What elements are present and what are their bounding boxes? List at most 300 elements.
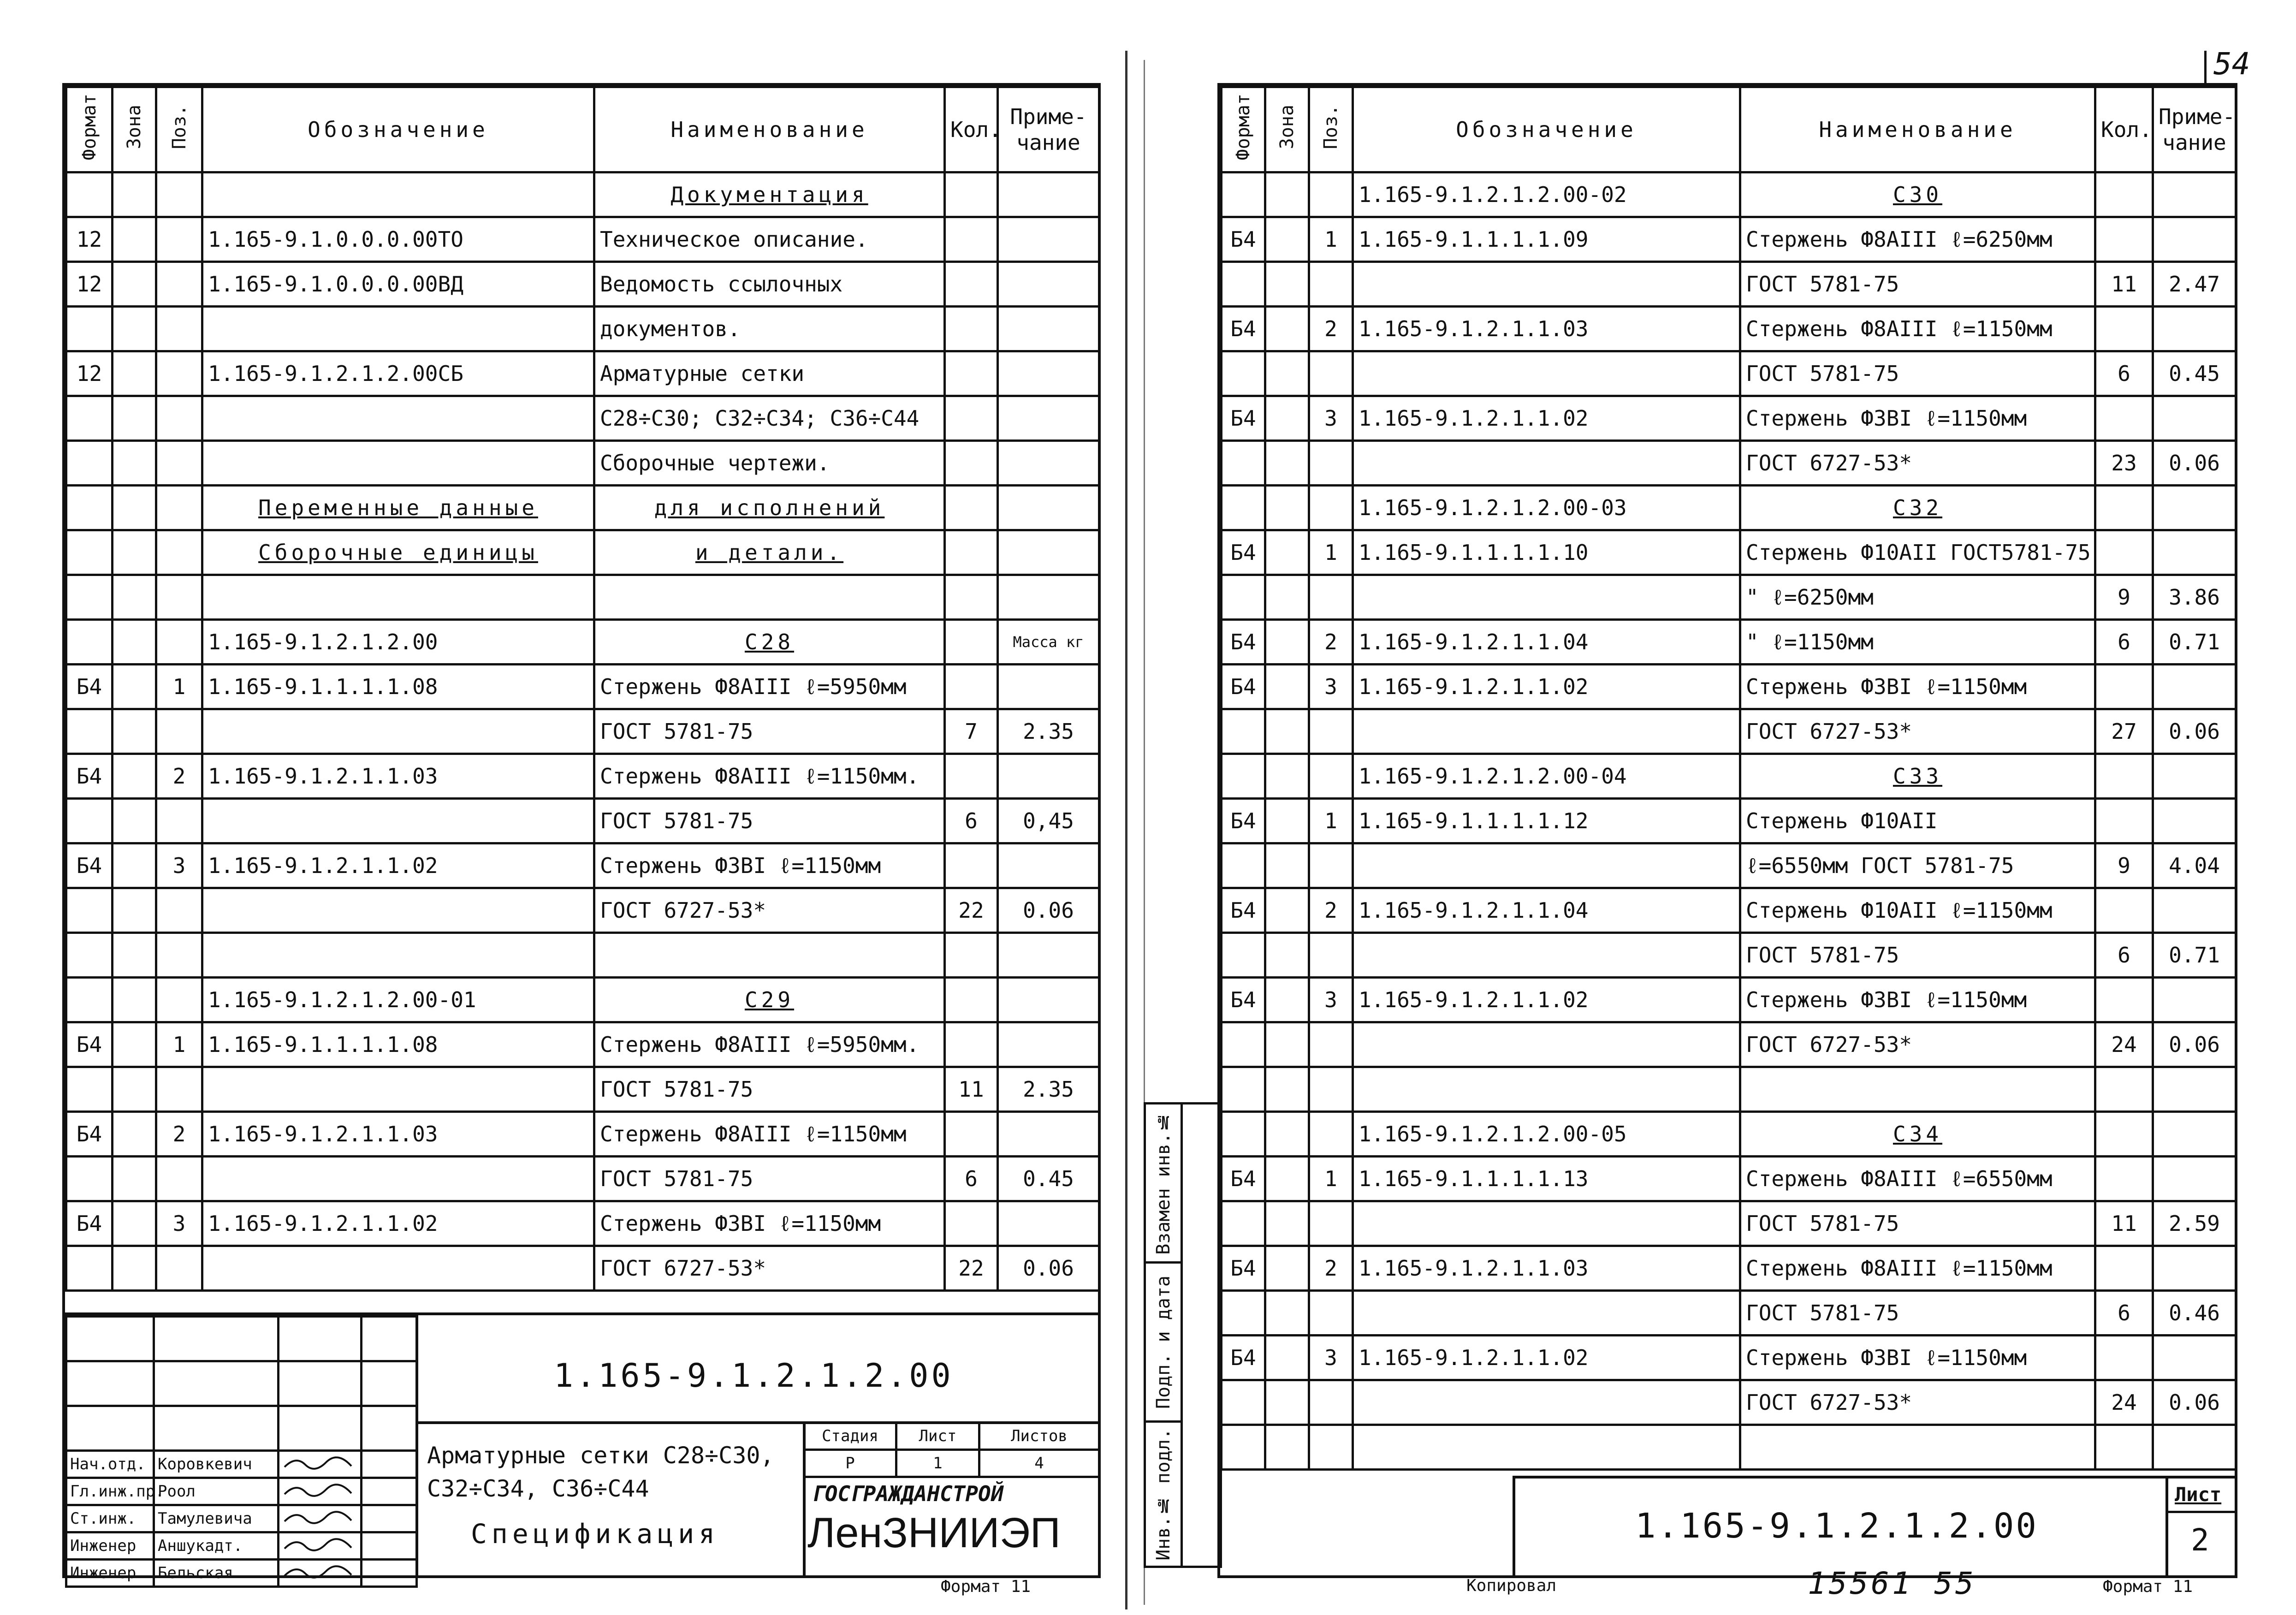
pos-cell: 1 <box>1309 1157 1353 1201</box>
table-row <box>1222 351 2236 396</box>
table-row <box>1222 754 2236 799</box>
pos-cell <box>1309 1201 1353 1246</box>
qty-cell <box>945 217 998 262</box>
designation-cell: 1.165-9.1.0.0.0.00ТО <box>202 217 594 262</box>
table-row <box>66 530 1099 575</box>
format-cell: Б4 <box>1222 888 1265 933</box>
format-cell: Б4 <box>66 754 113 799</box>
zone-cell <box>1265 396 1309 441</box>
signature-scribble <box>282 1562 356 1580</box>
format-cell <box>1222 486 1265 530</box>
name-cell: ГОСТ 6727-53* <box>594 1246 945 1291</box>
table-row <box>1222 396 2236 441</box>
pos-cell <box>156 620 202 665</box>
format-cell <box>1222 1425 1265 1470</box>
zone-cell <box>1265 888 1309 933</box>
qty-cell <box>945 978 998 1022</box>
format-cell <box>66 933 113 978</box>
note-cell <box>998 172 1099 217</box>
pos-cell: 2 <box>156 1112 202 1157</box>
note-cell: 0.06 <box>2153 441 2236 486</box>
header-format: Формат <box>1222 87 1265 172</box>
designation-cell <box>1353 1291 1740 1336</box>
table-row <box>66 351 1099 396</box>
zone-cell <box>113 1246 156 1291</box>
zone-cell <box>1265 1112 1309 1157</box>
date-cell <box>362 1451 417 1478</box>
note-cell: 0.06 <box>998 1246 1099 1291</box>
format-cell <box>1222 1067 1265 1112</box>
signer-row <box>66 1478 417 1505</box>
signature-scribble <box>282 1480 356 1499</box>
table-row <box>66 396 1099 441</box>
left-format-label: Формат 11 <box>941 1577 1031 1596</box>
designation-cell: 1.165-9.1.2.1.1.02 <box>202 1201 594 1246</box>
designation-cell <box>202 1246 594 1291</box>
revision-cell <box>154 1406 279 1451</box>
format-cell: Б4 <box>66 1022 113 1067</box>
zone-cell <box>1265 217 1309 262</box>
zone-cell <box>1265 1425 1309 1470</box>
format-cell: Б4 <box>1222 396 1265 441</box>
format-cell: Б4 <box>1222 217 1265 262</box>
right-title-block <box>1513 1476 2235 1575</box>
format-cell <box>66 1067 113 1112</box>
zone-cell <box>113 486 156 530</box>
pos-cell: 2 <box>1309 307 1353 351</box>
signature-cell <box>279 1532 362 1560</box>
pos-cell <box>156 441 202 486</box>
name-cell: ГОСТ 5781-75 <box>594 1067 945 1112</box>
note-cell: 0.06 <box>998 888 1099 933</box>
signature-scribble <box>282 1453 356 1472</box>
format-cell <box>1222 1022 1265 1067</box>
note-cell <box>2153 172 2236 217</box>
format-cell: Б4 <box>66 843 113 888</box>
table-row <box>1222 217 2236 262</box>
qty-cell: 6 <box>945 1157 998 1201</box>
revision-cell <box>154 1361 279 1406</box>
format-cell <box>66 486 113 530</box>
sheet-label: Лист <box>896 1423 979 1450</box>
designation-cell <box>1353 1201 1740 1246</box>
note-cell: 2.47 <box>2153 262 2236 307</box>
pos-cell: 2 <box>156 754 202 799</box>
table-row <box>1222 1336 2236 1380</box>
zone-cell <box>1265 709 1309 754</box>
table-row <box>1222 530 2236 575</box>
format-cell: Б4 <box>66 665 113 709</box>
table-row <box>1222 665 2236 709</box>
name-cell: ГОСТ 5781-75 <box>1740 262 2095 307</box>
qty-cell: 6 <box>2095 933 2153 978</box>
name-cell: Стержень Ф3ВI ℓ=1150мм <box>594 1201 945 1246</box>
copied-label: Копировал <box>1466 1576 1557 1595</box>
zone-cell <box>1265 1246 1309 1291</box>
table-row <box>1222 441 2236 486</box>
table-row <box>66 217 1099 262</box>
name-cell: Стержень Ф3ВI ℓ=1150мм <box>1740 978 2095 1022</box>
format-cell <box>1222 172 1265 217</box>
name-cell: ГОСТ 5781-75 <box>594 799 945 843</box>
signer-name: Коровкевич <box>154 1451 279 1478</box>
note-cell <box>2153 1425 2236 1470</box>
pos-cell <box>1309 843 1353 888</box>
designation-cell: 1.165-9.1.1.1.1.08 <box>202 1022 594 1067</box>
format-cell <box>66 620 113 665</box>
format-cell <box>1222 1112 1265 1157</box>
table-row <box>1222 1112 2236 1157</box>
note-cell: 0.71 <box>2153 620 2236 665</box>
pos-cell: 3 <box>156 1201 202 1246</box>
signer-role: Нач.отд. <box>66 1451 154 1478</box>
designation-cell <box>202 575 594 620</box>
zone-cell <box>1265 575 1309 620</box>
format-cell <box>66 799 113 843</box>
name-cell <box>594 575 945 620</box>
qty-cell <box>945 396 998 441</box>
header-pos: Поз. <box>156 87 202 172</box>
format-cell <box>1222 575 1265 620</box>
table-row <box>66 665 1099 709</box>
table-row <box>66 1157 1099 1201</box>
pos-cell <box>1309 172 1353 217</box>
signer-role: Ст.инж. <box>66 1505 154 1532</box>
qty-cell <box>2095 307 2153 351</box>
designation-cell <box>202 307 594 351</box>
left-sheet <box>62 83 1101 1582</box>
pos-cell: 1 <box>156 1022 202 1067</box>
table-row <box>66 172 1099 217</box>
pos-cell <box>156 575 202 620</box>
qty-cell: 22 <box>945 888 998 933</box>
header-zone: Зона <box>113 87 156 172</box>
qty-cell: 11 <box>945 1067 998 1112</box>
qty-cell: 24 <box>2095 1380 2153 1425</box>
document-title: Арматурные сетки С28÷С30, С32÷С34, С36÷С44 <box>427 1442 774 1502</box>
qty-cell: 23 <box>2095 441 2153 486</box>
sheets-value: 4 <box>979 1450 1099 1477</box>
format-cell: Б4 <box>1222 799 1265 843</box>
name-cell: ГОСТ 5781-75 <box>1740 1291 2095 1336</box>
format-cell: Б4 <box>1222 1336 1265 1380</box>
qty-cell: 11 <box>2095 262 2153 307</box>
signer-name: Бельская <box>154 1560 279 1587</box>
format-cell <box>66 530 113 575</box>
format-cell <box>66 396 113 441</box>
note-cell <box>998 754 1099 799</box>
format-cell <box>66 888 113 933</box>
designation-cell: 1.165-9.1.2.1.1.02 <box>1353 978 1740 1022</box>
zone-cell <box>1265 620 1309 665</box>
qty-cell <box>945 620 998 665</box>
pos-cell <box>156 1246 202 1291</box>
designation-cell <box>1353 575 1740 620</box>
zone-cell <box>1265 1336 1309 1380</box>
table-row <box>66 307 1099 351</box>
name-cell: ГОСТ 5781-75 <box>594 709 945 754</box>
zone-cell <box>1265 933 1309 978</box>
qty-cell: 9 <box>2095 575 2153 620</box>
designation-cell <box>1353 843 1740 888</box>
signer-name: Тамулевича <box>154 1505 279 1532</box>
name-cell: ГОСТ 5781-75 <box>594 1157 945 1201</box>
zone-cell <box>113 1201 156 1246</box>
format-cell <box>1222 709 1265 754</box>
designation-cell: 1.165-9.1.2.1.2.00-02 <box>1353 172 1740 217</box>
side-label-inventory: Инв.№ подл. <box>1146 1423 1183 1566</box>
table-row <box>1222 486 2236 530</box>
designation-cell <box>1353 351 1740 396</box>
qty-cell <box>945 441 998 486</box>
zone-cell <box>113 665 156 709</box>
name-cell: Стержень Ф3ВI ℓ=1150мм <box>594 843 945 888</box>
pos-cell <box>156 1067 202 1112</box>
note-cell <box>2153 799 2236 843</box>
qty-cell: 27 <box>2095 709 2153 754</box>
format-cell: 12 <box>66 351 113 396</box>
zone-cell <box>113 262 156 307</box>
note-cell: 0.45 <box>2153 351 2236 396</box>
name-cell: ГОСТ 6727-53* <box>594 888 945 933</box>
note-cell: 0.06 <box>2153 709 2236 754</box>
designation-cell <box>202 172 594 217</box>
right-format-label: Формат 11 <box>2103 1577 2193 1596</box>
qty-cell: 9 <box>2095 843 2153 888</box>
qty-cell <box>945 575 998 620</box>
pos-cell: 3 <box>156 843 202 888</box>
designation-cell <box>1353 933 1740 978</box>
signer-name: Роол <box>154 1478 279 1505</box>
zone-cell <box>113 620 156 665</box>
table-header-row <box>66 87 1099 172</box>
qty-cell <box>2095 978 2153 1022</box>
format-cell <box>66 172 113 217</box>
note-cell <box>2153 1246 2236 1291</box>
pos-cell <box>156 530 202 575</box>
name-cell: ГОСТ 5781-75 <box>1740 933 2095 978</box>
header-qty: Кол. <box>945 87 998 172</box>
name-cell: и детали. <box>594 530 945 575</box>
qty-cell <box>945 665 998 709</box>
name-cell: документов. <box>594 307 945 351</box>
signature-cell <box>279 1451 362 1478</box>
stage-value: Р <box>804 1450 896 1477</box>
note-cell <box>998 575 1099 620</box>
note-cell: 0.71 <box>2153 933 2236 978</box>
note-cell <box>2153 1157 2236 1201</box>
zone-cell <box>113 933 156 978</box>
table-row <box>1222 172 2236 217</box>
note-cell <box>998 978 1099 1022</box>
name-cell: С34 <box>1740 1112 2095 1157</box>
designation-cell <box>1353 1380 1740 1425</box>
note-cell: Масса кг <box>998 620 1099 665</box>
qty-cell <box>945 351 998 396</box>
qty-cell: 6 <box>2095 620 2153 665</box>
pos-cell: 2 <box>1309 620 1353 665</box>
table-row <box>66 799 1099 843</box>
table-row <box>1222 1246 2236 1291</box>
format-cell <box>1222 262 1265 307</box>
pos-cell <box>156 709 202 754</box>
format-cell <box>1222 933 1265 978</box>
name-cell: С28÷С30; С32÷С34; С36÷С44 <box>594 396 945 441</box>
zone-cell <box>1265 1380 1309 1425</box>
table-row <box>66 1201 1099 1246</box>
document-subtitle: Спецификация <box>471 1518 720 1550</box>
pos-cell: 3 <box>1309 978 1353 1022</box>
left-spec-table <box>65 86 1100 1292</box>
format-cell: Б4 <box>1222 1246 1265 1291</box>
designation-cell: 1.165-9.1.2.1.1.02 <box>202 843 594 888</box>
qty-cell <box>945 843 998 888</box>
revision-cell <box>279 1361 362 1406</box>
zone-cell <box>113 799 156 843</box>
header-designation: Обозначение <box>202 87 594 172</box>
pos-cell <box>1309 1425 1353 1470</box>
name-cell: Стержень Ф8АIII ℓ=1150мм <box>1740 1246 2095 1291</box>
pos-cell <box>156 799 202 843</box>
format-cell: 12 <box>66 262 113 307</box>
designation-cell: 1.165-9.1.2.1.1.02 <box>1353 396 1740 441</box>
qty-cell <box>945 307 998 351</box>
format-cell: Б4 <box>1222 978 1265 1022</box>
name-cell: Стержень Ф8АIII ℓ=1150мм <box>594 1112 945 1157</box>
right-sheet <box>1217 83 2237 1578</box>
qty-cell <box>945 262 998 307</box>
revision-row <box>66 1361 417 1406</box>
name-cell: С32 <box>1740 486 2095 530</box>
pos-cell <box>156 486 202 530</box>
date-cell <box>362 1505 417 1532</box>
zone-cell <box>113 217 156 262</box>
side-label-signature: Подп. и дата <box>1146 1264 1183 1423</box>
signer-role: Инженер <box>66 1532 154 1560</box>
qty-cell <box>2095 799 2153 843</box>
designation-cell <box>202 441 594 486</box>
zone-cell <box>113 888 156 933</box>
zone-cell <box>113 1112 156 1157</box>
zone-cell <box>113 1067 156 1112</box>
name-cell: ГОСТ 6727-53* <box>1740 441 2095 486</box>
table-row <box>1222 1157 2236 1201</box>
zone-cell <box>113 307 156 351</box>
table-row <box>1222 307 2236 351</box>
organization-name: ГОСГРАЖДАНСТРОЙ <box>812 1481 1004 1506</box>
table-row <box>66 978 1099 1022</box>
note-cell: 2.35 <box>998 1067 1099 1112</box>
signature-cell <box>279 1505 362 1532</box>
name-cell: Документация <box>594 172 945 217</box>
zone-cell <box>113 396 156 441</box>
table-row <box>1222 799 2236 843</box>
pos-cell <box>156 396 202 441</box>
header-name: Наименование <box>1740 87 2095 172</box>
pos-cell <box>1309 709 1353 754</box>
note-cell <box>2153 530 2236 575</box>
qty-cell <box>945 172 998 217</box>
qty-cell: 7 <box>945 709 998 754</box>
note-cell <box>998 1112 1099 1157</box>
zone-cell <box>1265 1291 1309 1336</box>
name-cell: Стержень Ф10АII ℓ=1150мм <box>1740 888 2095 933</box>
revision-cell <box>66 1406 154 1451</box>
revision-row <box>66 1406 417 1451</box>
name-cell: С29 <box>594 978 945 1022</box>
right-sheet-label: Лист <box>2175 1483 2222 1506</box>
qty-cell: 11 <box>2095 1201 2153 1246</box>
designation-cell <box>1353 1425 1740 1470</box>
format-cell <box>66 575 113 620</box>
designation-cell: 1.165-9.1.1.1.1.09 <box>1353 217 1740 262</box>
header-name: Наименование <box>594 87 945 172</box>
qty-cell <box>945 933 998 978</box>
table-row <box>1222 620 2236 665</box>
pos-cell <box>1309 1022 1353 1067</box>
title-block <box>65 1312 1098 1582</box>
format-cell: Б4 <box>1222 1157 1265 1201</box>
table-row <box>66 933 1099 978</box>
format-cell <box>66 441 113 486</box>
pos-cell <box>1309 1112 1353 1157</box>
zone-cell <box>1265 754 1309 799</box>
table-row <box>1222 978 2236 1022</box>
note-cell <box>2153 754 2236 799</box>
designation-cell: 1.165-9.1.1.1.1.13 <box>1353 1157 1740 1201</box>
zone-cell <box>1265 1201 1309 1246</box>
table-row <box>1222 1022 2236 1067</box>
header-format: Формат <box>66 87 113 172</box>
header-pos: Поз. <box>1309 87 1353 172</box>
qty-cell <box>2095 1157 2153 1201</box>
right-document-code: 1.165-9.1.2.1.2.00 <box>1635 1506 2038 1546</box>
pos-cell: 3 <box>1309 396 1353 441</box>
name-cell: Стержень Ф8АIII ℓ=6250мм <box>1740 217 2095 262</box>
zone-cell <box>113 978 156 1022</box>
zone-cell <box>113 575 156 620</box>
pos-cell <box>1309 486 1353 530</box>
qty-cell: 6 <box>945 799 998 843</box>
name-cell: Сборочные чертежи. <box>594 441 945 486</box>
table-row <box>66 1246 1099 1291</box>
designation-cell: 1.165-9.1.1.1.1.08 <box>202 665 594 709</box>
pos-cell: 1 <box>156 665 202 709</box>
revision-cell <box>66 1361 154 1406</box>
pos-cell <box>1309 1291 1353 1336</box>
zone-cell <box>1265 799 1309 843</box>
pos-cell: 3 <box>1309 665 1353 709</box>
signature-scribble <box>282 1508 356 1526</box>
format-cell: Б4 <box>1222 307 1265 351</box>
pos-cell <box>1309 1380 1353 1425</box>
signer-row <box>66 1451 417 1478</box>
right-sheet-hline <box>2165 1511 2235 1513</box>
name-cell: С30 <box>1740 172 2095 217</box>
designation-cell: 1.165-9.1.2.1.1.03 <box>202 754 594 799</box>
designation-cell: Переменные данные <box>202 486 594 530</box>
note-cell <box>2153 486 2236 530</box>
note-cell: 3.86 <box>2153 575 2236 620</box>
zone-cell <box>113 1022 156 1067</box>
pos-cell: 2 <box>1309 1246 1353 1291</box>
name-cell: Стержень Ф3ВI ℓ=1150мм <box>1740 665 2095 709</box>
revision-grid <box>65 1315 418 1588</box>
pos-cell <box>156 172 202 217</box>
zone-cell <box>113 843 156 888</box>
signer-role: Инженер <box>66 1560 154 1587</box>
header-note: Приме-чание <box>998 87 1099 172</box>
